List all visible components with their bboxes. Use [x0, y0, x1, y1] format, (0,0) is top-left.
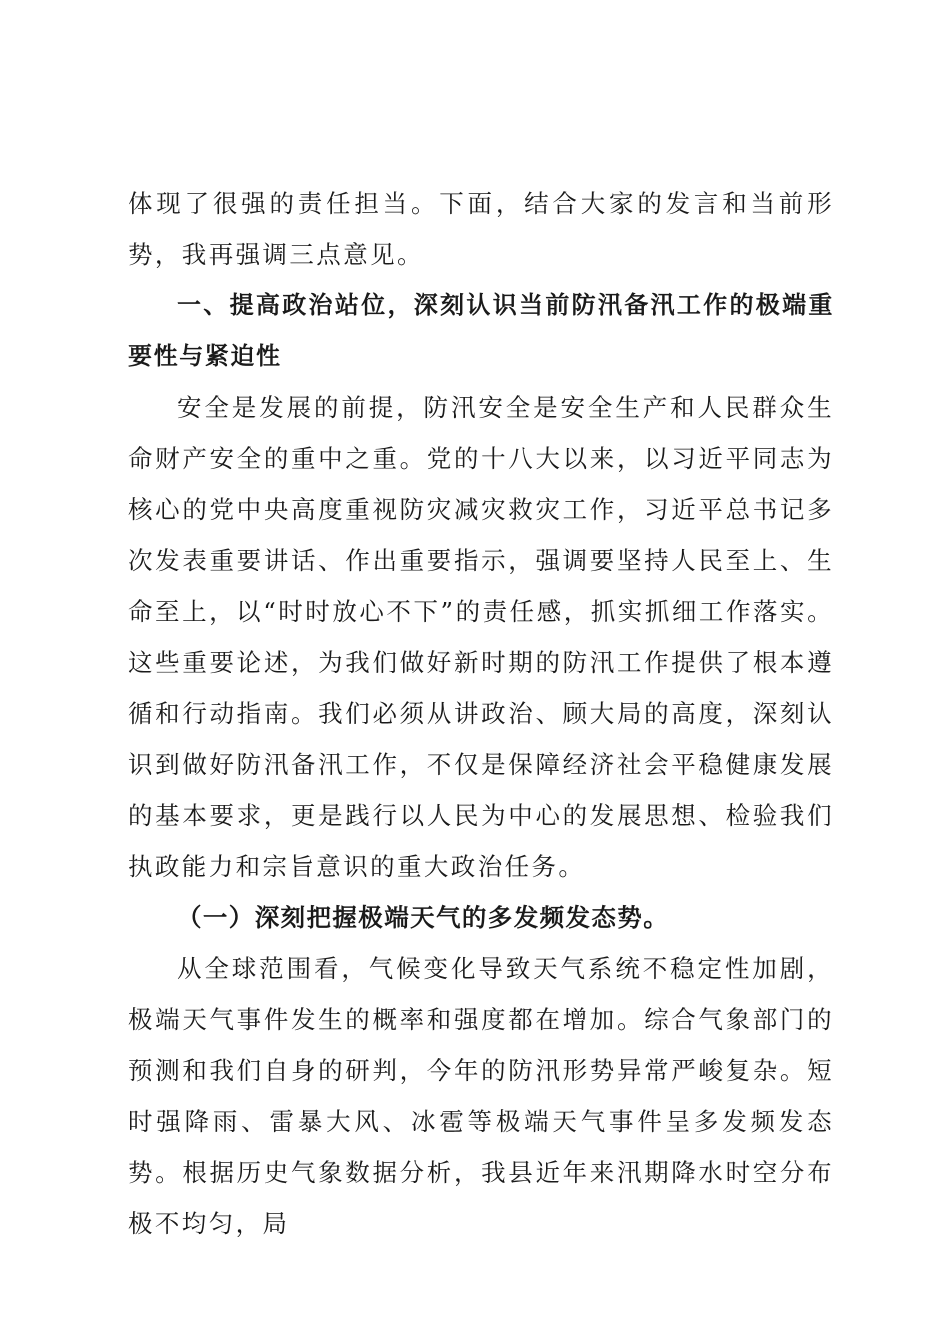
body-paragraph: 安全是发展的前提，防汛安全是安全生产和人民群众生命财产安全的重中之重。党的十八大以来，以习近平同志为核心的党中央高度重视防灾减灾救灾工作，习近平总书记多次发表重要讲话、作出重要指示，强调要坚持人民至上、生命至上，以“时时放心不下”的责任感，抓实抓细工作落实。这些重要论述，为我们做好新时期的防汛工作提供了根本遵循和行动指南。我们必须从讲政治、顾大局的高度，深刻认识到做好防汛备汛工作，不仅是保障经济社会平稳健康发展的基本要求，更是践行以人民为中心的发展思想、检验我们执政能力和宗旨意识的重大政治任务。 — [128, 393, 834, 881]
body-paragraph: 从全球范围看，气候变化导致天气系统不稳定性加剧，极端天气事件发生的概率和强度都在增加。综合气象部门的预测和我们自身的研判，今年的防汛形势异常严峻复杂。短时强降雨、雷暴大风、冰雹等极端天气事件呈多发频发态势。根据历史气象数据分析，我县近年来汛期降水时空分布极不均匀，局 — [128, 954, 834, 1238]
paragraph-continuation: 体现了很强的责任担当。下面，结合大家的发言和当前形势，我再强调三点意见。 — [128, 189, 834, 269]
document-body — [128, 178, 834, 1249]
subsection-heading-1: （一）深刻把握极端天气的多发频发态势。 — [177, 903, 670, 932]
section-heading-1: 一、提高政治站位，深刻认识当前防汛备汛工作的极端重要性与紧迫性 — [128, 291, 834, 370]
